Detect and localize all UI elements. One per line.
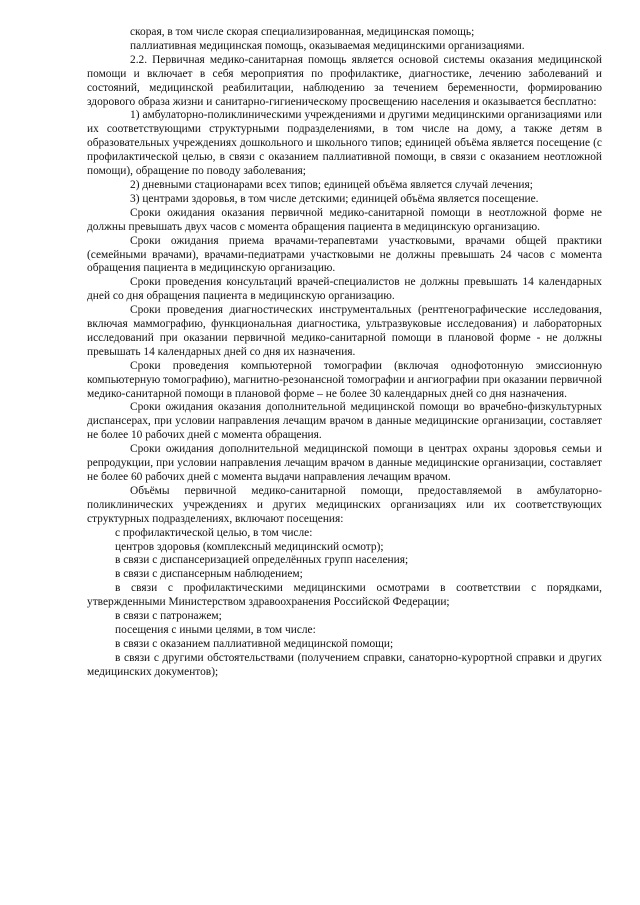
paragraph: Сроки проведения консультаций врачей-специалистов не должны превышать 14 календарных дней со дня обращения пациента в медицинскую организацию.	[87, 276, 602, 303]
list-item: с профилактической целью, в том числе:	[115, 526, 313, 539]
list-item: в связи с диспансеризацией определённых групп населения;	[115, 554, 409, 567]
paragraph: Сроки ожидания оказания дополнительной медицинской помощи во врачебно-физкультурных диспансерах, при условии направления лечащим врачом в данные медицинские организации, составляет не более 10 рабочих дней с момента обращения.	[87, 401, 602, 442]
paragraph: Сроки ожидания оказания первичной медико-санитарной помощи в неотложной форме не должны превышать двух часов с момента обращения пациента в медицинскую организацию.	[87, 206, 602, 233]
paragraph: скорая, в том числе скорая специализированная, медицинская помощь;	[130, 26, 475, 38]
paragraph: Сроки проведения диагностических инструментальных (рентгенографические исследования, включая маммографию, функциональная диагностика, ультразвуковые исследования) и лабораторных исследований при оказании первичной медико-санитарной помощи в плановой форме - не должны превышать 14 календарных дней со дня их назначения.	[87, 304, 602, 358]
paragraph: Объёмы первичной медико-санитарной помощи, предоставляемой в амбулаторно-поликлинических учреждениях и других медицинских организациях или их соответствующих структурных подразделениях, включают посещения:	[87, 484, 602, 525]
list-item: центров здоровья (комплексный медицинский осмотр);	[115, 540, 384, 553]
paragraph: 2) дневными стационарами всех типов; единицей объёма является случай лечения;	[130, 178, 533, 191]
paragraph: 2.2. Первичная медико-санитарная помощь является основой системы оказания медицинской помощи и включает в себя мероприятия по профилактике, диагностике, лечению заболеваний и состояний, медицинской реабилитации, наблюдению за течением беременности, формированию здорового образа жизни и санитарно-гигиеническому просвещению населения и оказывается бесплатно:	[87, 53, 602, 108]
paragraph: паллиативная медицинская помощь, оказываемая медицинскими организациями.	[130, 39, 525, 52]
paragraph: Сроки ожидания дополнительной медицинской помощи в центрах охраны здоровья семьи и репродукции, при условии направления лечащим врачом в данные медицинские организации, составляет не более 60 рабочих дней с момента выдачи направления лечащим врачом.	[87, 443, 602, 483]
document-page	[87, 26, 602, 680]
list-item: в связи с оказанием паллиативной медицинской помощи;	[115, 637, 394, 650]
list-item: в связи с патронажем;	[115, 610, 222, 623]
paragraph: Сроки ожидания приема врачами-терапевтами участковыми, врачами общей практики (семейными врачами), врачами-педиатрами участковыми не должны превышать 24 часов с момента обращения пациента в медицинскую организацию.	[87, 234, 602, 275]
paragraph: 1) амбулаторно-поликлиническими учреждениями и другими медицинскими организациями или их соответствующими структурными подразделениями, в том числе на дому, а также детям в образовательных учреждениях дошкольного и школьного типов; единицей объёма является посещение (с профилактической целью, в связи с оказанием паллиативной помощи, в связи с оказанием неотложной помощи), обращение по поводу заболевания;	[87, 109, 602, 178]
list-item: в связи с диспансерным наблюдением;	[115, 568, 303, 581]
paragraph: 3) центрами здоровья, в том числе детскими; единицей объёма является посещение.	[130, 192, 539, 205]
list-item: в связи с профилактическими медицинскими осмотрами в соответствии с порядками, утвержденными Министерством здравоохранения Российской Федерации;	[87, 582, 602, 609]
paragraph: Сроки проведения компьютерной томографии (включая однофотонную эмиссионную компьютерную томографию), магнитно-резонансной томографии и ангиографии при оказании первичной медико-санитарной помощи в плановой форме – не более 30 календарных дней со дня назначения.	[87, 359, 602, 400]
list-item: в связи с другими обстоятельствами (получением справки, санаторно-курортной справки и других медицинских документов);	[87, 651, 602, 678]
list-item: посещения с иными целями, в том числе:	[115, 623, 316, 636]
